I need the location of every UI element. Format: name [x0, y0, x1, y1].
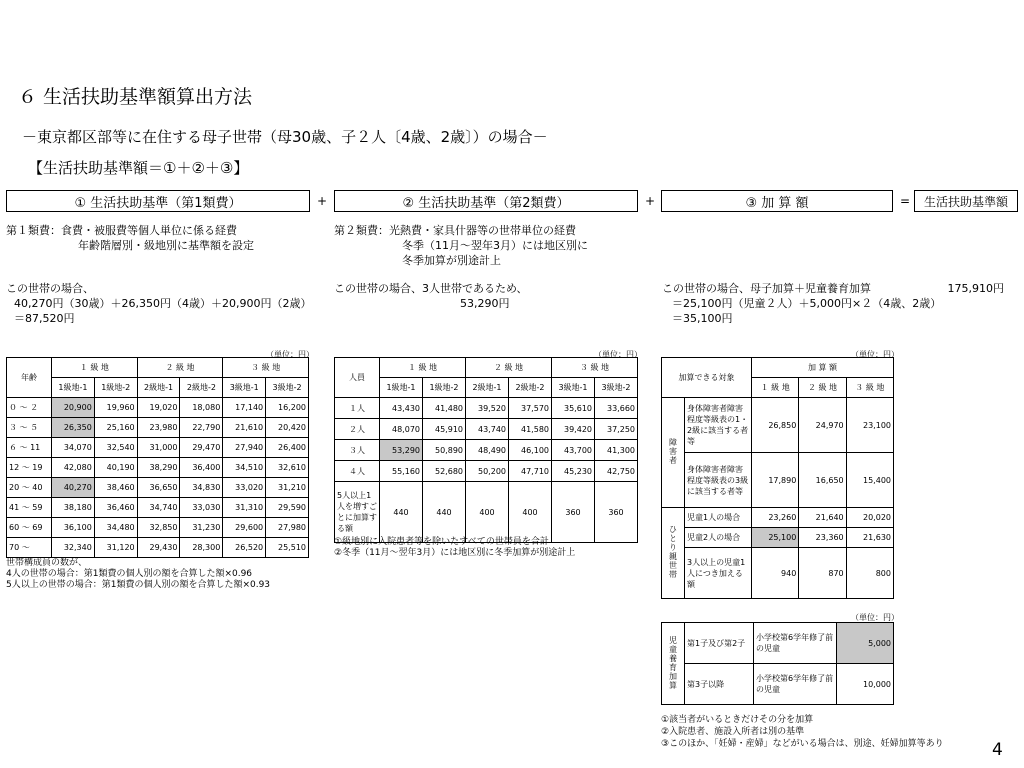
table-row: ３ ～ ５ 26,350 25,160 23,980 22,790 21,610 20,420 — [7, 418, 309, 438]
table-row: ６ ～ 11 34,070 32,540 31,000 29,470 27,940 26,400 — [7, 438, 309, 458]
equals-sign: = — [900, 194, 911, 208]
subgrade-header: 2級地-2 — [509, 378, 552, 398]
box-total: 生活扶助基準額 — [914, 190, 1018, 212]
table-row: ０ ～ ２ 20,900 19,960 19,020 18,080 17,140 16,200 — [7, 398, 309, 418]
grade-header: ３ 級 地 — [552, 358, 638, 378]
formula: 【生活扶助基準額＝①＋②＋③】 — [28, 159, 249, 177]
table-row: ２人 48,070 45,910 43,740 41,580 39,420 37,250 — [335, 419, 638, 440]
desc-class1: 第１類費：食費・被服費等個人単位に係る経費 年齢階層別・級地別に基準額を設定 — [6, 224, 254, 252]
table-row: 12 ～ 19 42,080 40,190 38,290 36,400 34,510 32,610 — [7, 458, 309, 478]
grade-header: ２ 級 地 — [799, 378, 846, 398]
subgrade-header: 1級地-1 — [380, 378, 423, 398]
page-subtitle: －東京都区部等に在住する母子世帯（母30歳、子２人〔4歳、2歳〕）の場合－ — [22, 128, 548, 146]
box-addition: ③ 加 算 額 — [661, 190, 893, 212]
subgrade-header: 2級地-1 — [137, 378, 180, 398]
note-class1: 世帯構成員の数が、 4人の世帯の場合：第1類費の個人別の額を合算した額×0.96 5人以上の世帯の場合：第1類費の個人別の額を合算した額×0.93 — [6, 558, 271, 590]
grade-header: ２ 級 地 — [137, 358, 223, 378]
page-number: 4 — [992, 740, 1003, 760]
subgrade-header: 3級地-1 — [223, 378, 266, 398]
table-row: 第3子以降 小学校第6学年修了前の児童 10,000 — [662, 664, 894, 705]
page-title: ６ 生活扶助基準額算出方法 — [18, 86, 253, 108]
subgrade-header: 2級地-2 — [180, 378, 223, 398]
subgrade-header: 2級地-1 — [466, 378, 509, 398]
plus-sign-2: + — [645, 194, 656, 208]
table-row: ３人 53,290 50,890 48,490 46,100 43,700 41,300 — [335, 440, 638, 461]
table-row: 70 ～ 32,340 31,120 29,430 28,300 26,520 25,510 — [7, 538, 309, 558]
unit-label-3: （単位：円） — [851, 350, 899, 359]
grade-header: １ 級 地 — [52, 358, 138, 378]
grade-header: ２ 級 地 — [466, 358, 552, 378]
box-class2: ② 生活扶助基準（第2類費） — [334, 190, 638, 212]
table-row: 身体障害者障害程度等級表の3級に該当する者等 17,890 16,650 15,400 — [662, 453, 894, 508]
group-child-rearing: 児童養育加算 — [668, 635, 678, 690]
target-header: 加算できる対象 — [662, 358, 752, 398]
subgrade-header: 3級地-2 — [266, 378, 309, 398]
amount-header: 加 算 額 — [752, 358, 894, 378]
unit-label-1: （単位：円） — [266, 350, 314, 359]
grade-header: ３ 級 地 — [223, 358, 309, 378]
class2-table — [334, 357, 638, 543]
subgrade-header: 1級地-1 — [52, 378, 95, 398]
table-row: 児童養育加算 第1子及び第2子 小学校第6学年修了前の児童 5,000 — [662, 623, 894, 664]
class1-table — [6, 357, 309, 558]
calc-class2: この世帯の場合、3人世帯であるため、 53,290円 — [334, 282, 528, 310]
table-row: 41 ～ 59 38,180 36,460 34,740 33,030 31,310 29,590 — [7, 498, 309, 518]
subgrade-header: 3級地-2 — [595, 378, 638, 398]
table-row: 児童2人の場合 25,100 23,360 21,630 — [662, 528, 894, 548]
desc-class2: 第２類費：光熱費・家具什器等の世帯単位の経費 冬季（11月～翌年3月）には地区別に 冬季加算が別途計上 — [334, 224, 588, 267]
table-row: 3人以上の児童1人につき加える額 940 870 800 — [662, 548, 894, 599]
age-header: 年齢 — [7, 358, 52, 398]
box-class1: ① 生活扶助基準（第1類費） — [6, 190, 310, 212]
table-row: 障害者 身体障害者障害程度等級表の1・2級に該当する者等 26,850 24,970 23,100 — [662, 398, 894, 453]
group-single-parent: ひとり親世帯 — [668, 525, 678, 579]
table-row: １人 43,430 41,480 39,520 37,570 35,610 33,660 — [335, 398, 638, 419]
table-row: ひとり親世帯 児童1人の場合 23,260 21,640 20,020 — [662, 508, 894, 528]
child-rearing-table — [661, 622, 894, 705]
grade-header: ３ 級 地 — [846, 378, 893, 398]
subgrade-header: 3級地-1 — [552, 378, 595, 398]
unit-label-2: （単位：円） — [594, 350, 642, 359]
addition-table — [661, 357, 894, 599]
table-row: 20 ～ 40 40,270 38,460 36,650 34,830 33,020 31,210 — [7, 478, 309, 498]
grade-header: １ 級 地 — [752, 378, 799, 398]
calc-addition: この世帯の場合、母子加算＋児童養育加算 175,910円 ＝25,100円（児童２人）＋5,000円×２（4歳、2歳） ＝35,100円 — [662, 282, 1004, 325]
group-disabled: 障害者 — [668, 438, 678, 465]
note-addition: ①該当者がいるときだけその分を加算 ②入院患者、施設入所者は別の基準 ③このほか、「妊婦・産婦」などがいる場合は、別途、妊婦加算等あり — [661, 715, 944, 749]
members-header: 人員 — [335, 358, 380, 398]
table-row: 5人以上1人を増すごとに加算する額 440 440 400 400 360 360 — [335, 482, 638, 543]
subgrade-header: 1級地-2 — [94, 378, 137, 398]
note-class2: ①級地別に入院患者等を除いたすべての世帯員を合計 ②冬季（11月～翌年3月）には地区別に冬季加算が別途計上 — [334, 537, 576, 558]
subgrade-header: 1級地-2 — [423, 378, 466, 398]
table-row: 60 ～ 69 36,100 34,480 32,850 31,230 29,600 27,980 — [7, 518, 309, 538]
unit-label-4: （単位：円） — [851, 613, 899, 622]
calc-class1: この世帯の場合、 40,270円（30歳）＋26,350円（4歳）＋20,900円（2歳） ＝87,520円 — [6, 282, 312, 325]
plus-sign-1: + — [317, 194, 328, 208]
grade-header: １ 級 地 — [380, 358, 466, 378]
table-row: ４人 55,160 52,680 50,200 47,710 45,230 42,750 — [335, 461, 638, 482]
